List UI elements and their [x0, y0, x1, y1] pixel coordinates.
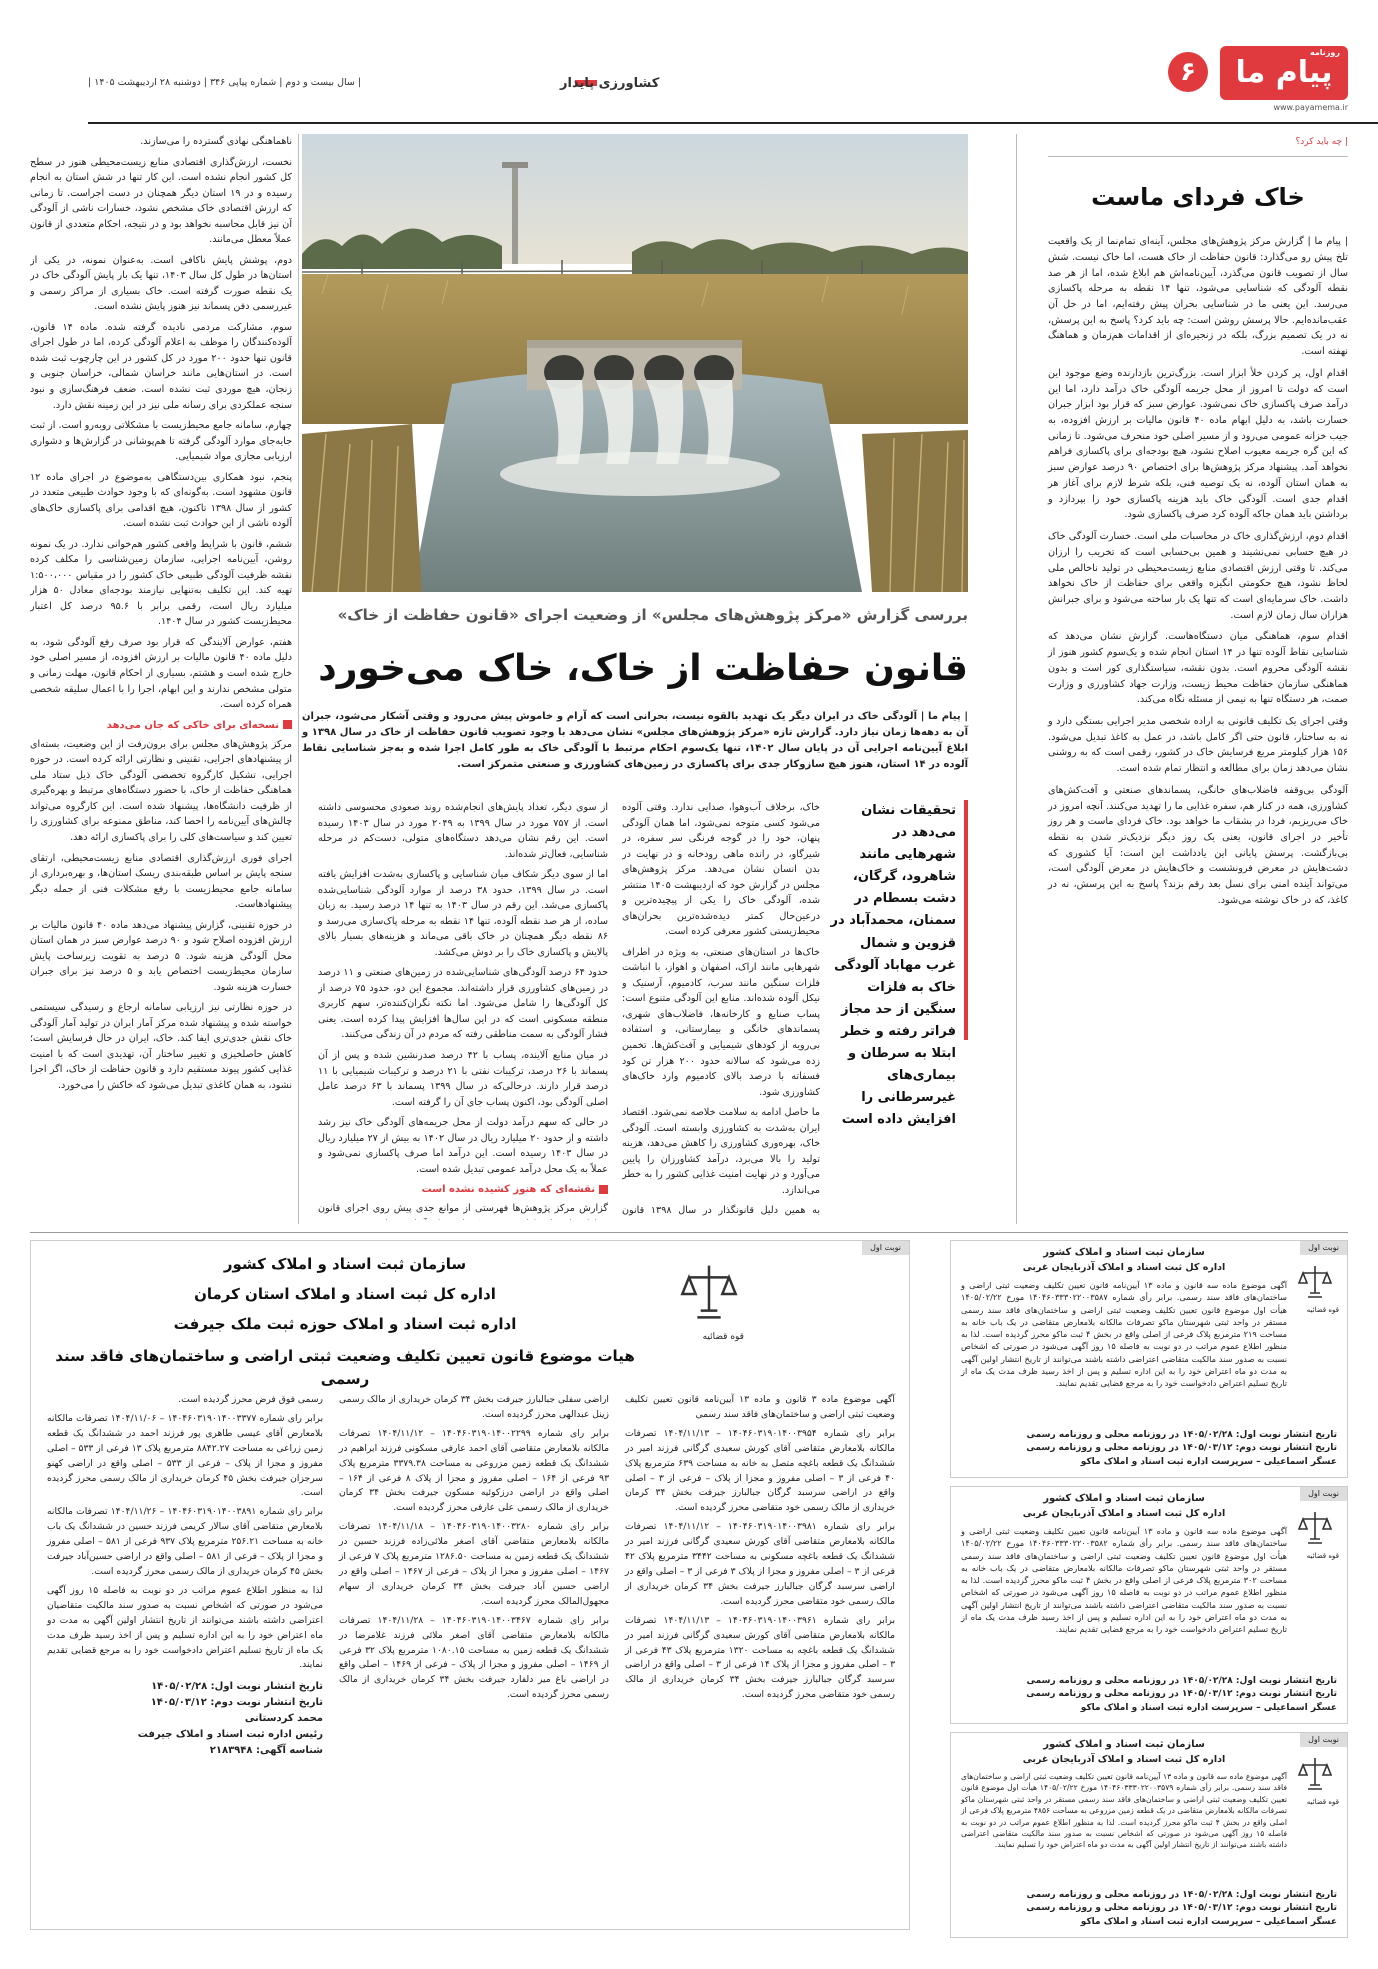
article-paragraph: ما حاصل ادامه به سلامت خلاصه نمی‌شود. اقتصاد ایران به‌شدت به کشاورزی وابسته است. آلودگی خاک، بهره‌وری کشاورزی را کاهش می‌دهد، هزینه تولید را بالا می‌برد، درآمد کشاورزان را پایین می‌آورد و در نهایت امنیت غذایی کشور را به خطر می‌اندازد.	[622, 1107, 820, 1196]
article-paragraph: هفتم، عوارض آلایندگی که قرار بود صرف رفع آلودگی شود، به دلیل ماده ۴۰ قانون مالیات بر ارزش افزوده، از مسیر اصلی خود خارج شده است و هشتم، بسیاری از احکام قانون، مهلت زمانی و متولی مشخص ندارند و این ابهام، اجرا را با اعمال سلیقه شخصی همراه کرده است.	[30, 636, 292, 711]
notice-dates: تاریخ انتشار نوبت اول: ۱۴۰۵/۰۲/۲۸ در روزنامه محلی و روزنامه رسمی تاریخ انتشار نوبت دوم: ۱۴۰۵/۰۳/۱۲ در روزنامه محلی و روزنامه رسمی عسگر اسماعیلی – سرپرست اداره ثبت اسناد و املاک ماکو	[1026, 1429, 1337, 1467]
notice-paragraph: برابر رای شماره ۱۴۰۴۶۰۳۱۹۰۱۴۰۰۳۹۵۴ – ۱۴۰۴/۱۱/۱۳ تصرفات مالکانه بلامعارض متقاضی آقای کورش سعیدی گرگانی فرزند امیر در ششدانگ یک قطعه باغچه متصل به خانه به مساحت ۶۳۹ مترمربع پلاک ۴۰ فرعی از ۳ – اصلی مفروز و مجزا از پلاک – فرعی از ۳ – اصلی واقع در اراضی سرسبد گرگان جبالبارز جیرفت بخش ۳۴ کرمان خریداری از مالک رسمی خود متقاضی محرز گردیده است.	[625, 1427, 896, 1514]
editorial-paragraph: اقدام دوم، ارزش‌گذاری خاک در محاسبات ملی است. خسارت آلودگی خاک در هیچ حسابی نمی‌نشیند و همین بی‌حسابی است که تخریب را ارزان می‌کند. تا وقتی ارزش اقتصادی منابع زیست‌محیطی در تولید ناخالص ملی لحاظ نشود، هیچ حکومتی انگیزه واقعی برای حفاظت از خاک نخواهد داشت. خاک سرمایه‌ای است که تنها یک بار ساخته می‌شود و برای جبرانش هزاران سال زمان لازم است.	[1048, 531, 1348, 621]
article-paragraph: در میان منابع آلاینده، پساب با ۴۲ درصد صدرنشین شده و پس از آن پسماند با ۲۶ درصد، ترکیبات نفتی با ۲۱ درصد و ترکیبات شیمیایی با ۱۱ درصد قرار دارند. درحالی‌که در سال ۱۳۹۹ پسماند با ۶۳ درصد عامل اصلی آلودگی بود، اکنون پساب جای آن را گرفته است.	[318, 1049, 608, 1108]
editorial-paragraph: آلودگی بی‌وقفه فاضلاب‌های خانگی، پسماندهای صنعتی و آفت‌کش‌های کشاورزی، همه در کنار هم، سفره غذایی ما را تهدید می‌کنند. آنچه امروز در خاک می‌ریزیم، فردا در بشقاب ما خواهد بود. خاک فردای ماست و هر روز تأخیر در اجرای قانون، یعنی یک روز دیگر نزدیک‌تر شدن به نقطه بی‌بازگشت. پرسش پایانی این یادداشت این است: آیا کشوری که دشت‌هایش در معرض فرونشست و خاک‌هایش در معرض آلودگی است، می‌تواند آینده امنی برای نسل بعد رقم بزند؟ پاسخ به این پرسش، نه در کاغذ، که در خاک نوشته می‌شود.	[1048, 784, 1348, 906]
notice-paragraph: برابر رای شماره ۱۴۰۴۶۰۳۱۹۰۱۴۰۰۳۲۸۰ – ۱۴۰۴/۱۱/۱۸ تصرفات مالکانه بلامعارض متقاضی آقای اصغر ملائی‌زاده فرزند حسین در ششدانگ یک قطعه زمین به مساحت ۱۲۸۶.۵۰ مترمربع پلاک ۷ فرعی از ۱۴۶۷ – اصلی مفروز و مجزا از پلاک – فرعی از ۱۴۶۷ – اصلی واقع در اراضی حسین آباد جیرفت بخش ۳۴ کرمان خریداری از سهام مجهول‌المالک محرز گردیده است.	[339, 1521, 610, 1607]
site-url[interactable]: www.payamema.ir	[1273, 103, 1348, 112]
article-paragraph: نخست، ارزش‌گذاری اقتصادی منابع زیست‌محیطی هنوز در سطح کل کشور انجام نشده است. این کار تنها در شش استان به انجام رسیده و در ۱۹ استان دیگر همچنان در دست اجراست. تا زمانی که ارزش اقتصادی خاک مشخص نشود، خسارات ناشی از آلودگی آن نیز قابل محاسبه نخواهد بود و در نتیجه، احکام متعددی از قانون عملاً معطل می‌مانند.	[30, 156, 292, 246]
article-paragraph: خاک، برخلاف آب‌وهوا، صدایی ندارد. وقتی آلوده می‌شود کسی متوجه نمی‌شود، اما همان آلودگی پنهان، خود را در گوجه فرنگی سر سفره، در شیرگاو، در رانده ماهی رودخانه و در نهایت در بدن انسان نشان می‌دهد. مرکز پژوهش‌های مجلس در گزارش خود که اردیبهشت ۱۴۰۵ منتشر شده، آلودگی خاک را یکی از پیچیده‌ترین و درعین‌حال کمتر دیده‌شده‌ترین بحران‌های محیط‌زیستی کشور معرفی کرده است.	[622, 802, 820, 938]
notice-paragraph: برابر رای شماره ۱۴۰۴۶۰۳۱۹۰۱۴۰۰۳۹۸۱ – ۱۴۰۴/۱۱/۱۲ تصرفات مالکانه بلامعارض متقاضی آقای کورش سعیدی گرگانی فرزند امیر در ششدانگ یک قطعه باغچه مسکونی به مساحت ۳۴۴۲ مترمربع پلاک ۴۲ فرعی از ۳ – اصلی مفروز و مجزا از پلاک ۳ فرعی از ۳ – اصلی واقع در اراضی سرسبد گرگان جبالبارز جیرفت بخش ۳۴ کرمان خریداری از مالک رسمی خود متقاضی محرز گردیده است.	[625, 1521, 896, 1607]
newspaper-logo[interactable]	[1220, 46, 1348, 100]
article-headline: قانون حفاظت از خاک، خاک می‌خورد	[318, 648, 968, 690]
logo-text: پیام ما	[1235, 55, 1333, 90]
notice-paragraph: برابر رای شماره ۱۴۰۴۶۰۳۱۹۰۱۴۰۰۳۴۶۷ – ۱۴۰۴/۱۱/۲۸ تصرفات مالکانه بلامعارض متقاضی آقای اصغر ملائی فرزند غلامرضا در ششدانگ یک قطعه زمین به مساحت ۱۰۸۰.۱۵ مترمربع پلاک ۳۲ فرعی از ۱۴۶۹ – اصلی مفروز و مجزا از پلاک – فرعی از ۱۴۶۹ – اصلی واقع در اراضی باغ میر دلفارد جیرفت بخش ۳۴ کرمان خریداری از مالک رسمی محرز گردیده است.	[339, 1614, 610, 1701]
article-lead: | پیام ما | آلودگی خاک در ایران دیگر یک تهدید بالقوه نیست، بحرانی است که آرام و خاموش پیش می‌رود و وقتی آشکار می‌شود، جبران آن به دهه‌ها زمان نیاز دارد. گزارش تازه «مرکز پژوهش‌های مجلس» نشان می‌دهد با وجود تصویب قانون حفاظت از خاک در سال ۱۳۹۸ و ابلاغ آیین‌نامه اجرایی آن در پایان سال ۱۴۰۲، تنها یک‌سوم احکام مرتبط با آلودگی خاک به طور کامل اجرا شده و به‌جز شناسایی نقاط آلوده در ۱۴ استان، هنوز هیچ سازوکار جدی برای پاکسازی در زمین‌های کشاورزی و صنعتی متمرکز است.	[302, 711, 968, 771]
notice-paragraph: لذا به منظور اطلاع عموم مراتب در دو نوبت به فاصله ۱۵ روز آگهی می‌شود در صورتی که اشخاص نسبت به صدور سند مالکیت متقاضیان اعتراضی داشته باشند می‌توانند از تاریخ انتشار اولین آگهی به مدت دو ماه اعتراض خود را به این اداره تسلیم و پس از اخذ رسید ظرف مدت یک ماه از تاریخ تسلیم اعتراض دادخواست خود را به مرجع قضایی تقدیم نمایند.	[47, 1584, 323, 1671]
notice-column	[47, 1393, 323, 1759]
legal-notice	[950, 1240, 1348, 1478]
notice-round-tag: نوبت اول	[1300, 1241, 1347, 1255]
notice-org: سازمان ثبت اسناد و املاک کشور	[1043, 1493, 1205, 1504]
notice-org: سازمان ثبت اسناد و املاک کشور	[1043, 1739, 1205, 1750]
notice-suborg: اداره کل ثبت اسناد و املاک آذربایجان غربی	[1022, 1508, 1226, 1519]
legal-notice-large	[30, 1240, 910, 1930]
masthead	[0, 0, 1378, 120]
legal-notice	[950, 1486, 1348, 1724]
editorial-paragraph: | پیام ما | گزارش مرکز پژوهش‌های مجلس، آینه‌ای تمام‌نما از یک واقعیت تلخ پیش رو می‌گذارد: قانون حفاظت از خاک هست، اما خاک نیست. شش سال از تصویب قانون می‌گذرد، آیین‌نامه‌اش هم ابلاغ شده، اما از هر صد نقطه آلودگی که شناسایی می‌شود، تنها ۱۴ نقطه به مرحله پاکسازی می‌رسد. این یعنی ما در شناسایی بحران پیش رفته‌ایم، اما در حل آن عقب‌مانده‌ایم. حالا پرسش روشن است: چه باید کرد؟ پاسخ به این پرسش، نه در یک تصمیم بزرگ، بلکه در زنجیره‌ای از اقدامات هم‌زمان و هماهنگ نهفته است.	[1048, 236, 1348, 358]
main-photo	[302, 134, 968, 592]
notice-paragraph: اراضی سفلی جبالبارز جیرفت بخش ۳۴ کرمان خریداری از مالک رسمی زینل عبدالهی محرز گردیده است.	[339, 1394, 609, 1420]
notice-dates: تاریخ انتشار نوبت اول: ۱۴۰۵/۰۲/۲۸ در روزنامه محلی و روزنامه رسمی تاریخ انتشار نوبت دوم: ۱۴۰۵/۰۳/۱۲ در روزنامه محلی و روزنامه رسمی عسگر اسماعیلی – سرپرست اداره ثبت اسناد و املاک ماکو	[1026, 1675, 1337, 1713]
issue-info: | سال بیست و دوم | شماره پیاپی ۳۴۶ | دوشنبه ۲۸ اردیبهشت ۱۴۰۵ |	[88, 77, 362, 88]
notice-round-tag: نوبت اول	[1300, 1733, 1347, 1747]
article-paragraph: اجرای فوری ارزش‌گذاری اقتصادی منابع زیست‌محیطی، ارتقای سنجه پایش بر اساس طبقه‌بندی ریسک استان‌ها، و بهره‌برداری از سامانه جامع محیط‌زیست با رفع مشکلات فنی از جمله دیگر پیشنهادهاست.	[30, 852, 292, 911]
article-paragraph: حدود ۶۴ درصد آلودگی‌های شناسایی‌شده در زمین‌های صنعتی و ۱۱ درصد در زمین‌های کشاورزی قرار داشته‌اند. مجموع این دو، حدود ۷۵ درصد از کل آلودگی‌ها را شامل می‌شود. اما نکته نگران‌کننده‌تر، سهم کاربری منطقه مسکونی است که در این سال‌ها افزایش پیدا کرده است. یعنی فشار آلودگی به سمت مناطقی رفته که مردم در آن زندگی می‌کنند.	[318, 967, 608, 1041]
notice-title: اداره کل ثبت اسناد و املاک استان کرمان	[194, 1285, 496, 1303]
article-paragraph: به همین دلیل قانونگذار در سال ۱۳۹۸ قانون	[622, 1205, 820, 1217]
section-name: کشاورزی پایدار	[560, 76, 660, 91]
notice-column	[625, 1393, 895, 1707]
notice-title: هیات موضوع قانون تعیین تکلیف وضعیت ثبتی اراضی و ساختمان‌های فاقد سند رسمی	[55, 1347, 635, 1389]
editorial-paragraph: وقتی اجرای یک تکلیف قانونی به اراده شخصی مدیر اجرایی بستگی دارد و نه به ساختار، قانون حتی اگر کامل باشد، در عمل به کاغذ تبدیل می‌شود. ۱۵۶ هزار کیلومتر مربع فرسایش خاک در کشور، رقمی است که به روشنی نشان می‌دهد زمان برای مطالعه و انتظار تمام شده است.	[1048, 715, 1348, 775]
article-paragraph: مرکز پژوهش‌های مجلس برای برون‌رفت از این وضعیت، بسته‌ای از پیشنهادهای اجرایی، تقنینی و نظارتی ارائه کرده است. در حوزه اجرایی، تشکیل کارگروه تخصصی آلودگی خاک ذیل ستاد ملی هماهنگی حفاظت از خاک، با حضور دستگاه‌های مرتبط و بهره‌گیری از ظرفیت دانشگاه‌ها، پیشنهاد شده است. این کارگروه می‌تواند چالش‌های آیین‌نامه را احصا کند، مناطق ممنوعه برای کشاورزی را تعیین کند و سیاست‌های کلی را برای پاکسازی ارائه دهد.	[30, 738, 292, 843]
notice-suborg: اداره کل ثبت اسناد و املاک آذربایجان غربی	[1022, 1262, 1226, 1273]
judiciary-emblem-icon	[1297, 1509, 1333, 1549]
notice-paragraph: برابر رای شماره ۱۴۰۴۶۰۳۱۹۰۱۴۰۰۲۲۹۹ – ۱۴۰۴/۱۱/۱۲ تصرفات مالکانه بلامعارض متقاضی آقای احمد عارفی مسکونی فرزند ابراهیم در ششدانگ یک قطعه زمین مزروعی به مساحت ۳۳۷۹.۳۸ مترمربع پلاک ۹۳ فرعی از ۱۶۴ – اصلی مفروز و مجزا از پلاک ۸ فرعی از ۱۶۴ – اصلی واقع در اراضی درزکوئیه مسکون جیرفت بخش ۳۴ کرمان خریداری از مالک رسمی علی عارفی محرز گردیده است.	[339, 1427, 610, 1514]
notice-dates: تاریخ انتشار نوبت اول: ۱۴۰۵/۰۲/۲۸ در روزنامه محلی و روزنامه رسمی تاریخ انتشار نوبت دوم: ۱۴۰۵/۰۳/۱۲ در روزنامه محلی و روزنامه رسمی عسگر اسماعیلی – سرپرست اداره ثبت اسناد و املاک ماکو	[1026, 1889, 1337, 1927]
notice-column	[339, 1393, 609, 1707]
notice-paragraph: آگهی موضوع ماده ۳ قانون و ماده ۱۳ آیین‌نامه قانون تعیین تکلیف وضعیت ثبتی اراضی و ساختمان‌های فاقد سند رسمی	[625, 1394, 895, 1420]
notice-org: سازمان ثبت اسناد و املاک کشور	[1043, 1247, 1205, 1258]
sewage-outfall-illustration	[302, 134, 968, 592]
logo-subtitle: روزنامه	[1310, 48, 1340, 57]
notice-round-tag: نوبت اول	[1300, 1487, 1347, 1501]
section-subtitle	[30, 718, 292, 734]
article-header	[302, 600, 968, 773]
notice-paragraph: رسمی فوق فرض محرز گردیده است.	[178, 1394, 323, 1405]
article-subhead: بررسی گزارش «مرکز پژوهش‌های مجلس» از وضعیت اجرای «قانون حفاظت از خاک»	[337, 606, 968, 624]
subtitle-marker	[599, 1185, 608, 1194]
emblem-label: قوه قضائیه	[1306, 1306, 1339, 1314]
notice-text: آگهی موضوع ماده سه قانون و ماده ۱۳ آیین‌نامه قانون تعیین تکلیف وضعیت ثبتی اراضی و ساختمان‌های فاقد سند رسمی. برابر رأی شماره ۱۴۰۴۶۰۳۳۳۰۲۲۰۰۳۵۸۷ مورخ ۱۴۰۵/۰۲/۲۲ هیأت اول موضوع قانون تعیین تکلیف وضعیت ثبتی اراضی و ساختمان‌های فاقد سند رسمی مستقر در واحد ثبتی شهرستان ماکو تصرفات مالکانه بلامعارض متقاضی در یک باب خانه به مساحت ۲۱۹ مترمربع پلاک فرعی از اصلی واقع در بخش ۴ ثبت ماکو محرز گردیده است. لذا به منظور اطلاع عموم مراتب در دو نوبت به فاصله ۱۵ روز آگهی می‌شود در صورتی که اشخاص نسبت به صدور سند مالکیت متقاضی اعتراضی داشته باشند می‌توانند از تاریخ انتشار اولین آگهی به مدت دو ماه اعتراض خود را به این اداره تسلیم و پس از اخذ رسید ظرف مدت یک ماه از تاریخ تسلیم اعتراض دادخواست خود را به مرجع قضایی تقدیم نمایند.	[961, 1280, 1287, 1389]
page-number-badge: ۶	[1168, 52, 1208, 92]
editorial-title: خاک فردای ماست	[1091, 182, 1305, 211]
column-divider	[298, 134, 299, 1224]
article-paragraph: خاک‌ها در استان‌های صنعتی، به ویژه در اطراف شهرهایی مانند اراک، اصفهان و اهواز، با انباشت فلزات سنگین مانند سرب، کادمیوم، آرسنیک و نیکل آلوده شده‌اند. منابع این آلودگی متنوع است: پساب صنایع و کارخانه‌ها، فاضلاب‌های شهری، پسماندهای خانگی و بیمارستانی، و استفاده بی‌رویه از کودهای شیمیایی و آفت‌کش‌ها. تخمین زده می‌شود که سالانه حدود ۲۰۰ هزار تن کود فسفاته با درصد بالای کادمیوم وارد خاک‌های کشاورزی شود.	[622, 946, 820, 1098]
editorial-kicker: | چه باید کرد؟	[1048, 134, 1348, 157]
editorial-paragraph: اقدام سوم، هماهنگی میان دستگاه‌هاست. گزارش نشان می‌دهد که شناسایی نقاط آلوده تنها در ۱۴ استان انجام شده و یک‌سوم کشور هنوز از نقشه آلودگی محروم است. بدون نقشه، سیاستگذاری کور است و بدون هماهنگی سازمان حفاظت محیط زیست، وزارت جهاد کشاورزی و وزارت صمت، هر دستگاه تنها به نیمی از مسئله نگاه می‌کند.	[1048, 631, 1348, 706]
notice-text: آگهی موضوع ماده سه قانون و ماده ۱۳ آیین‌نامه قانون تعیین تکلیف وضعیت ثبتی اراضی و ساختمان‌های فاقد سند رسمی. برابر رأی شماره ۱۴۰۴۶۰۳۳۳۰۲۲۰۰۳۵۷۹ مورخ ۱۴۰۵/۰۲/۲۲ هیأت اول موضوع قانون تعیین تکلیف وضعیت ثبتی اراضی و ساختمان‌های فاقد سند رسمی مستقر در واحد ثبتی شهرستان ماکو تصرفات مالکانه بلامعارض متقاضی در یک قطعه زمین مزروعی به مساحت ۴۸۵۶ مترمربع پلاک فرعی از اصلی واقع در بخش ۴ ثبت ماکو محرز گردیده است. لذا به منظور اطلاع عموم مراتب در دو نوبت به فاصله ۱۵ روز آگهی می‌شود در صورتی که اشخاص نسبت به صدور سند مالکیت متقاضی اعتراضی داشته باشند می‌توانند از تاریخ انتشار اولین آگهی به مدت دو ماه اعتراض خود را تسلیم نمایند.	[961, 1772, 1287, 1850]
judiciary-emblem-icon	[679, 1259, 739, 1329]
legal-notice	[950, 1732, 1348, 1938]
article-paragraph: گزارش مرکز پژوهش‌ها فهرستی از موانع جدی پیش روی اجرای قانون	[318, 1203, 608, 1215]
judiciary-emblem-icon	[1297, 1755, 1333, 1795]
article-paragraph: از سوی دیگر، تعداد پایش‌های انجام‌شده روند صعودی محسوسی داشته است. از ۷۵۷ مورد در سال ۱۳۹۹ به ۲۰۴۹ مورد در سال ۱۴۰۳ رسیده است. این رقم نشان می‌دهد دستگاه‌های متولی، دست‌کم در مرحله شناسایی، فعال‌تر شده‌اند.	[318, 802, 608, 860]
masthead-rule	[88, 122, 1378, 124]
emblem-label: قوه قضائیه	[1306, 1798, 1339, 1806]
article-column-3	[30, 134, 292, 1224]
pull-quote	[830, 800, 968, 1128]
article-paragraph: اما از سوی دیگر شکاف میان شناسایی و پاکسازی به‌شدت افزایش یافته است. در سال ۱۳۹۹، حدود ۳۸ درصد از موارد آلودگی شناسایی‌شده پاکسازی می‌شد. این رقم در سال ۱۴۰۳ به تنها ۱۴ درصد رسید. به زبان ساده، از هر صد نقطه آلوده، تنها ۱۴ نقطه به مرحله پاک‌سازی می‌رسد و ۸۶ نقطه دیگر همچنان در خاک باقی می‌ماند و هزینه‌های بسیار بالای پالایش و پاکسازی خاک را بر دوش می‌کشد.	[318, 869, 608, 958]
subtitle-text: نقشه‌ای که هنوز کشیده نشده است	[421, 1184, 595, 1196]
article-paragraph: در حوزه نظارتی نیز ارزیابی سامانه ارجاع و رسیدگی سیستمی خواسته شده و پیشنهاد شده مرکز آمار ایران در تولید آمار آلودگی خاک نقش جدی‌تری ایفا کند. خاک، ایران در حال فرسایش است؛ کاهش حاصلخیزی و تغییر ساختار آن، تهدیدی است که با امنیت غذایی کشور پیوند مستقیم دارد و قانون حفاظت از خاک، اگر اجرا نشود، به همان کاغذی تبدیل می‌شود که خاکش را می‌خورد.	[30, 1002, 292, 1091]
article-paragraph: سوم، مشارکت مردمی نادیده گرفته شده. ماده ۱۴ قانون، آلوده‌کنندگان را موظف به اعلام آلودگی کرده، اما در طول اجرای قانون تنها حدود ۲۰۰ مورد در کل کشور در این چارچوب ثبت شده است. در استان‌هایی مانند خراسان شمالی، خراسان جنوبی و زنجان، هیچ موردی ثبت نشده است. ضعف فرهنگ‌سازی و نبود سنجه عملکردی برای رسانه ملی نیز در این زمینه نقش دارد.	[30, 321, 292, 411]
notice-signature: تاریخ انتشار نوبت اول: ۱۴۰۵/۰۲/۲۸ تاریخ انتشار نوبت دوم: ۱۴۰۵/۰۳/۱۲ محمد کردستانی رئیس اداره ثبت اسناد و املاک جیرفت شناسه آگهی: ۲۱۸۳۹۴۸	[137, 1681, 323, 1757]
emblem-label: قوه قضائیه	[702, 1332, 744, 1342]
article-paragraph: در حوزه تقنینی، گزارش پیشنهاد می‌دهد ماده ۴۰ قانون مالیات بر ارزش افزوده اصلاح شود و ۹۰ درصد عوارض سبز در همان استان محل آلودگی هزینه شود. ۵ درصد به تقویت زیرساخت پایش سازمان محیط‌زیست اختصاص یابد و ۵ درصد نیز برای جبران خسارت هزینه شود.	[30, 919, 292, 993]
notice-suborg: اداره کل ثبت اسناد و املاک آذربایجان غربی	[1022, 1754, 1226, 1765]
subtitle-text: نسخه‌ای برای خاکی که جان می‌دهد	[106, 719, 279, 731]
article-paragraph: در حالی که سهم درآمد دولت از محل جریمه‌های آلودگی خاک نیز رشد داشته و از حدود ۲۰ میلیارد ریال در سال ۱۴۰۲ به بیش از ۲۷ میلیارد ریال در سال ۱۴۰۳ رسیده است. این درآمد اما صرف پاکسازی نمی‌شود و عملاً به یک محل درآمد عمومی تبدیل شده است.	[318, 1117, 608, 1175]
article-paragraph: پنجم، نبود همکاری بین‌دستگاهی به‌موضوع در اجرای ماده ۱۲ قانون مشهود است. به‌گونه‌ای که با وجود حوادث طبیعی متعدد در کشور از سال ۱۳۹۸ تاکنون، هیچ اقدامی برای پاکسازی خاک‌های آلوده ناشی از این حوادث ثبت نشده است.	[30, 471, 292, 530]
emblem-label: قوه قضائیه	[1306, 1552, 1339, 1560]
notice-text: آگهی موضوع ماده سه قانون و ماده ۱۳ آیین‌نامه قانون تعیین تکلیف وضعیت ثبتی اراضی و ساختمان‌های فاقد سند رسمی. برابر رأی شماره ۱۴۰۴۶۰۳۳۳۰۲۲۰۰۳۵۸۲ مورخ ۱۴۰۵/۰۲/۲۲ هیأت اول موضوع قانون تعیین تکلیف وضعیت ثبتی اراضی و ساختمان‌های فاقد سند رسمی مستقر در واحد ثبتی شهرستان ماکو تصرفات مالکانه بلامعارض متقاضی در یک باب خانه به مساحت ۳۰۲ مترمربع پلاک فرعی از اصلی واقع در بخش ۴ ثبت ماکو محرز گردیده است. لذا به منظور اطلاع عموم مراتب در دو نوبت به فاصله ۱۵ روز آگهی می‌شود در صورتی که اشخاص نسبت به صدور سند مالکیت متقاضی اعتراضی داشته باشند می‌توانند از تاریخ انتشار اولین آگهی به مدت دو ماه اعتراض خود را به این اداره تسلیم و پس از اخذ رسید ظرف مدت یک ماه از تاریخ تسلیم اعتراض دادخواست خود را به مرجع قضایی تقدیم نمایند.	[961, 1526, 1287, 1635]
notice-round-tag: نوبت اول	[862, 1241, 909, 1255]
subtitle-marker	[283, 720, 292, 729]
article-column-1	[622, 800, 820, 1220]
article-paragraph: ششم، قانون با شرایط واقعی کشور هم‌خوانی ندارد. در یک نمونه روشن، آیین‌نامه اجرایی، سازمان زمین‌شناسی را مکلف کرده نقشه ظرفیت آلودگی طبیعی خاک کشور را در مقیاس ۱:۵۰۰،۰۰۰ تهیه کند. این تکلیف به‌تنهایی نیازمند بودجه‌ای معادل ۵۰ هزار میلیارد ریال است، رقمی برابر با ۹۵.۶ درصد کل اعتبار محیط‌زیست کشور در سال ۱۴۰۴.	[30, 538, 292, 628]
notice-paragraph: برابر رای شماره ۱۴۰۴۶۰۳۱۹۰۱۴۰۰۳۹۶۱ – ۱۴۰۴/۱۱/۱۳ تصرفات مالکانه بلامعارض متقاضی آقای کورش سعیدی گرگانی فرزند امیر در ششدانگ یک قطعه باغچه به مساحت ۱۳۲۰ مترمربع پلاک ۴۳ فرعی از ۳ – اصلی مفروز و مجزا از پلاک ۱۴ فرعی از ۳ – اصلی واقع در اراضی سرسبد گرگان جبالبارز جیرفت بخش ۳۴ کرمان خریداری از مالک رسمی خود متقاضی محرز گردیده است.	[625, 1614, 896, 1701]
ads-separator	[30, 1232, 1348, 1233]
notice-title: سازمان ثبت اسناد و املاک کشور	[223, 1255, 467, 1273]
section-subtitle	[318, 1182, 608, 1198]
notice-paragraph: برابر رای شماره ۱۴۰۴۶۰۳۱۹۰۱۴۰۰۳۸۹۱ – ۱۴۰۴/۱۱/۲۶ تصرفات مالکانه بلامعارض متقاضی آقای سالار کریمی فرزند حسین در ششدانگ یک باب خانه به مساحت ۲۵۶.۲۱ مترمربع پلاک ۹۳۷ فرعی از ۵۸۱ – اصلی مفروز و مجزا از پلاک – فرعی از ۵۸۱ – اصلی واقع در اراضی حسین‌آباد جیرفت بخش ۴۵ کرمان خریداری از مالک رسمی محرز گردیده است.	[47, 1506, 324, 1577]
article-column-2	[318, 800, 608, 1220]
pull-quote-text: تحقیقات نشان می‌دهد در شهرهایی مانند شاهرود، گرگان، دشت بسطام در سمنان، محمدآباد در قزوین و شمال غرب مهاباد آلودگی خاک به فلزات سنگین از حد مجاز فراتر رفته و خطر ابتلا به سرطان و بیماری‌های غیرسرطانی را افزایش داده است	[830, 803, 956, 1128]
article-paragraph: دوم، پوشش پایش ناکافی است. به‌عنوان نمونه، در یکی از استان‌ها در طول کل سال ۱۴۰۳، تنها یک بار پایش آلودگی خاک در یک نقطه صورت گرفته است. خاک بسیاری از مراکز رسمی و غیررسمی دفن پسماند نیز هنوز پایش نشده است.	[30, 254, 292, 313]
notice-title: اداره ثبت اسناد و املاک حوزه ثبت ملک جیرفت	[173, 1315, 517, 1333]
article-paragraph: چهارم، سامانه جامع محیط‌زیست با مشکلاتی روبه‌رو است. از ثبت جایه‌جای موارد آلودگی گرفته تا هم‌پوشانی در گزارش‌ها و دشواری ارزیابی مجازی مواد شیمیایی.	[30, 420, 292, 463]
notice-paragraph: برابر رای شماره ۱۴۰۴۶۰۳۱۹۰۱۴۰۰۳۳۷۷ – ۱۴۰۴/۱۱/۰۶ تصرفات مالکانه بلامعارض آقای عیسی طاهری پور فرزند احمد در ششدانگ یک قطعه زمین زراعی به مساحت ۸۸۴۲.۲۷ مترمربع پلاک ۱۳ فرعی از ۵۳۳ – اصلی مفروز و مجزا از پلاک – فرعی از ۵۳۳ – اصلی واقع در اراضی کهنو سرجزان جیرفت بخش ۴۵ کرمان خریداری از مالک رسمی محرز گردیده است.	[47, 1412, 324, 1499]
article-paragraph: ناهماهنگی نهادی گسترده را می‌سازند.	[140, 136, 292, 147]
editorial-paragraph: اقدام اول، پر کردن خلأ ابزار است. بزرگ‌ترین بازدارنده وضع موجود این است که دولت تا امروز از محل جریمه آلودگی خاک درآمد دارد، اما این درآمد صرف پاکسازی خاک نمی‌شود. عوارض سبز که قرار بود ابزار جبران خسارت باشد، به دلیل ابهام ماده ۴۰ قانون مالیات بر ارزش افزوده، به جیب خزانه عمومی می‌رود و از مسیر اصلی خود منحرف می‌شود. تا زمانی که این گره جریمه معیوب اصلاح نشود، هیچ بودجه‌ای برای پاکسازی فراهم نخواهد آمد. پیشنهاد مرکز پژوهش‌ها برای اختصاص ۹۰ درصد عوارض سبز به همان استان آلوده، نه یک توصیه فنی، بلکه شرط لازم برای آغاز هر اقدام جدی است. آلودگی خاک باید هزینه پاکسازی خود را بپردازد و برداشتن باید همان جاکه آلوده کرد صرف پاکسازی شود.	[1048, 367, 1348, 521]
judiciary-emblem-icon	[1297, 1263, 1333, 1303]
